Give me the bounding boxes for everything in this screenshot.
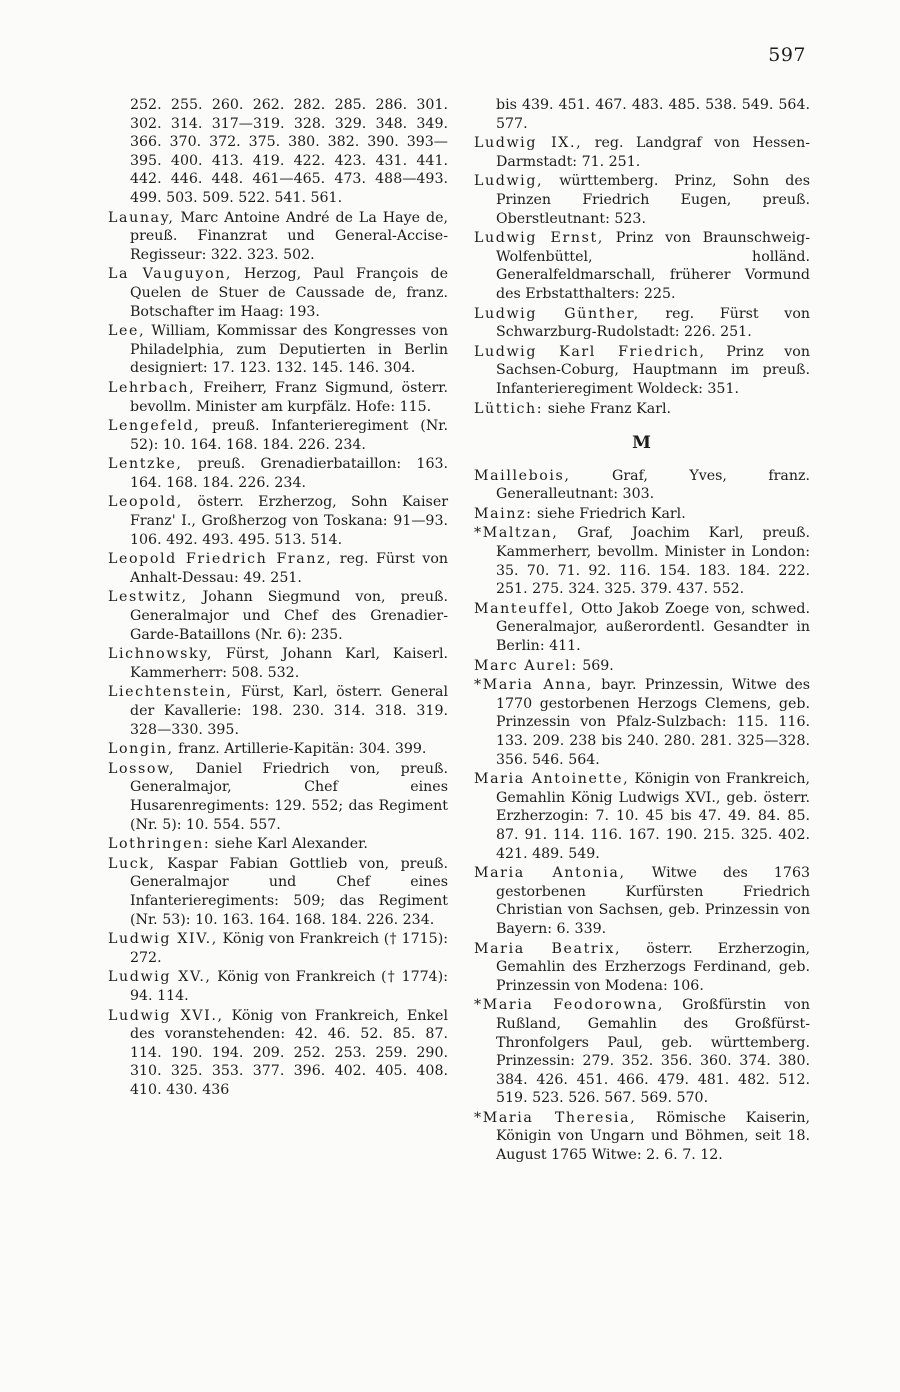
entry-headword: *Maria Anna,: [474, 677, 593, 694]
entry-text: Prinz von Braunschweig-Wolfenbüttel, holländ. Generalfeldmarschall, früherer Vormund des Erbstatthalters: 225.: [496, 230, 811, 302]
entry-headword: Marc Aurel:: [474, 657, 578, 674]
index-entry: [108, 835, 448, 854]
index-entry: [474, 657, 810, 676]
index-entry: [474, 134, 810, 171]
entry-text: österr. Erzherzog, Sohn Kaiser Franz' I., Großherzog von Toskana: 91—93. 106. 492. 493. 495. 513. 514.: [130, 494, 449, 548]
page-number: 597: [768, 44, 806, 66]
index-entry: [474, 600, 810, 656]
index-entry: [474, 229, 810, 303]
entry-text: preuß. Grenadierbataillon: 163. 164. 168. 184. 226. 234.: [130, 456, 449, 491]
index-column-right-bottom: [474, 467, 810, 1165]
entry-headword: Manteuffel,: [474, 600, 575, 617]
entry-headword: Lestwitz,: [108, 589, 188, 606]
entry-text: Witwe des 1763 gestorbenen Kurfürsten Friedrich Christian von Sachsen, geb. Prinzessin von Bayern: 6. 339.: [496, 865, 810, 937]
entry-text: 252. 255. 260. 262. 282. 285. 286. 301. 302. 314. 317—319. 328. 329. 348. 349. 366. 370. 372. 375. 380. 382. 390. 393—395. 400. 413. 419. 422. 423. 431. 441. 442. 446. 448. 461—465. 473. 488—493. 499. 503. 509. 522. 541. 561.: [130, 97, 448, 206]
index-entry: [474, 940, 810, 996]
index-entry: [474, 343, 810, 399]
entry-headword: Ludwig Günther,: [474, 305, 640, 322]
entry-text: Otto Jakob Zoege von, schwed. Generalmajor, außerordentl. Gesandter in Berlin: 411.: [496, 600, 810, 655]
index-entry: [108, 322, 448, 378]
entry-headword: Ludwig IX.,: [474, 135, 583, 152]
entry-headword: Leopold,: [108, 494, 183, 511]
index-entry: [474, 864, 810, 938]
entry-text: reg. Fürst von Schwarzburg-Rudolstadt: 226. 251.: [496, 305, 810, 341]
index-column-right-top: [474, 96, 810, 418]
index-entry: [108, 1007, 448, 1100]
entry-headword: Ludwig XIV.,: [108, 931, 218, 948]
entry-text: siehe Friedrich Karl.: [537, 505, 686, 522]
index-entry: [108, 968, 448, 1005]
index-entry: [474, 770, 810, 863]
entry-headword: *Maria Theresia,: [474, 1109, 637, 1126]
entry-text: siehe Franz Karl.: [547, 400, 672, 417]
entry-headword: Lossow,: [108, 760, 176, 777]
entry-headword: Lee,: [108, 323, 146, 340]
entry-headword: Ludwig XV.,: [108, 969, 212, 986]
index-entry: [108, 265, 448, 321]
index-entry: [108, 96, 448, 208]
index-entry: [474, 400, 810, 419]
entry-text: 569.: [582, 657, 614, 674]
entry-headword: Ludwig Karl Friedrich,: [474, 343, 706, 360]
entry-headword: *Maria Feodorowna,: [474, 997, 665, 1014]
entry-text: Marc Antoine André de La Haye de, preuß. Finanzrat und General-Accise-Regisseur: 322. 323. 502.: [130, 209, 449, 263]
index-entry: [474, 467, 810, 504]
entry-text: König von Frankreich († 1715): 272.: [130, 931, 449, 966]
entry-text: franz. Artillerie-Kapitän: 304. 399.: [178, 741, 427, 758]
index-entry: [474, 96, 810, 133]
entry-headword: Maillebois,: [474, 467, 571, 484]
entry-text: Fürst, Johann Karl, Kaiserl. Kammerherr: 508. 532.: [130, 646, 448, 681]
entry-text: König von Frankreich, Enkel des voranstehenden: 42. 46. 52. 85. 87. 114. 190. 194. 209. 252. 253. 259. 290. 310. 325. 353. 377. 396. 402. 405. 408. 410. 430. 436: [130, 1007, 448, 1098]
index-entry: [474, 305, 810, 342]
entry-headword: Ludwig XVI.,: [108, 1007, 224, 1024]
entry-headword: Lichnowsky,: [108, 646, 213, 663]
index-entry: [108, 855, 448, 929]
entry-text: Fürst, Karl, österr. General der Kavallerie: 198. 230. 314. 318. 319. 328—330. 395.: [130, 684, 448, 738]
entry-text: Großfürstin von Rußland, Gemahlin des Großfürst-Thronfolgers Paul, geb. württemberg. Prinzessin: 279. 352. 356. 360. 374. 380. 384. 426. 451. 466. 479. 481. 482. 512. 519. 523. 526. 567. 569. 570.: [496, 997, 810, 1107]
entry-headword: Ludwig Ernst,: [474, 230, 604, 247]
entry-text: Johann Siegmund von, preuß. Generalmajor und Chef des Grenadier-Garde-Bataillons (Nr. 6): 235.: [130, 589, 448, 643]
entry-text: bis 439. 451. 467. 483. 485. 538. 549. 564. 577.: [496, 97, 810, 132]
entry-headword: Lentzke,: [108, 456, 183, 473]
entry-text: Daniel Friedrich von, preuß. Generalmajor, Chef eines Husarenregiments: 129. 552; das Regiment (Nr. 5): 10. 554. 557.: [130, 760, 448, 833]
index-entry: [474, 505, 810, 524]
entry-text: bayr. Prinzessin, Witwe des 1770 gestorbenen Herzogs Clemens, geb. Prinzessin von Pfalz-Sulzbach: 115. 116. 133. 209. 238 bis 240. 280. 281. 325—328. 356. 546. 564.: [496, 677, 811, 768]
entry-text: Freiherr, Franz Sigmund, österr. bevollm. Minister am kurpfälz. Hofe: 115.: [130, 379, 448, 415]
entry-text: Römische Kaiserin, Königin von Ungarn und Böhmen, seit 18. August 1765 Witwe: 2. 6. 7. 12.: [496, 1109, 810, 1164]
entry-headword: Lehrbach,: [108, 379, 196, 396]
entry-text: reg. Landgraf von Hessen-Darmstadt: 71. 251.: [496, 135, 811, 170]
entry-headword: Liechtenstein,: [108, 684, 233, 701]
entry-headword: Leopold Friedrich Franz,: [108, 551, 333, 568]
entry-headword: Lengefeld,: [108, 418, 201, 435]
entry-headword: La Vauguyon,: [108, 266, 232, 283]
entry-headword: Lüttich:: [474, 400, 544, 417]
index-column-left: [108, 96, 448, 1100]
entry-headword: Maria Antonia,: [474, 865, 626, 882]
entry-text: William, Kommissar des Kongresses von Philadelphia, zum Deputierten in Berlin designiert: 17. 123. 132. 145. 146. 304.: [130, 323, 449, 377]
entry-headword: Ludwig,: [474, 173, 544, 190]
index-column-right: [474, 96, 810, 1166]
entry-headword: Mainz:: [474, 505, 533, 522]
entry-headword: Launay,: [108, 209, 175, 226]
entry-headword: Maria Beatrix,: [474, 940, 622, 957]
index-entry: [474, 1109, 810, 1165]
index-entry: [474, 996, 810, 1108]
entry-text: Graf, Yves, franz. Generalleutnant: 303.: [496, 467, 810, 503]
index-entry: [108, 760, 448, 834]
index-entry: [474, 172, 810, 228]
index-entry: [108, 588, 448, 644]
entry-text: Graf, Joachim Karl, preuß. Kammerherr, bevollm. Minister in London: 35. 70. 71. 92. 116. 154. 183. 184. 222. 251. 275. 324. 325. 379. 437. 552.: [496, 525, 811, 598]
index-entry: [108, 455, 448, 492]
section-letter-heading: M: [632, 433, 652, 454]
entry-headword: Maria Antoinette,: [474, 771, 630, 788]
index-entry: [474, 676, 810, 769]
entry-text: Herzog, Paul François de Quelen de Stuer de Caussade de, franz. Botschafter im Haag: 193.: [130, 266, 448, 320]
entry-text: preuß. Infanterieregiment (Nr. 52): 10. 164. 168. 184. 226. 234.: [130, 418, 448, 453]
index-entry: [108, 683, 448, 739]
index-entry: [108, 930, 448, 967]
entry-text: Königin von Frankreich, Gemahlin König Ludwigs XVI., geb. österr. Erzherzogin: 7. 10. 45 bis 47. 49. 84. 85. 87. 91. 114. 116. 167. 190. 215. 325. 402. 421. 489. 549.: [496, 771, 810, 862]
entry-text: Prinz von Sachsen-Coburg, Hauptmann im preuß. Infanterieregiment Woldeck: 351.: [496, 343, 810, 397]
index-entry: [108, 550, 448, 587]
entry-text: reg. Fürst von Anhalt-Dessau: 49. 251.: [130, 551, 448, 586]
index-entry: [108, 493, 448, 549]
index-entry: [108, 417, 448, 454]
entry-text: Kaspar Fabian Gottlieb von, preuß. Generalmajor und Chef eines Infanterieregiments: 509; das Regiment (Nr. 53): 10. 163. 164. 168. 184. 226. 234.: [130, 855, 448, 928]
entry-text: König von Frankreich († 1774): 94. 114.: [130, 969, 448, 1004]
entry-text: siehe Karl Alexander.: [214, 836, 368, 853]
index-entry: [108, 209, 448, 265]
entry-headword: Lothringen:: [108, 836, 211, 853]
index-entry: [108, 740, 448, 759]
index-entry: [108, 645, 448, 682]
index-entry: [474, 524, 810, 598]
entry-headword: Longin,: [108, 741, 174, 758]
index-entry: [108, 379, 448, 416]
entry-text: württemberg. Prinz, Sohn des Prinzen Friedrich Eugen, preuß. Oberstleutnant: 523.: [496, 173, 810, 227]
entry-text: österr. Erzherzogin, Gemahlin des Erzherzogs Ferdinand, geb. Prinzessin von Modena: 106.: [496, 940, 810, 994]
entry-headword: *Maltzan,: [474, 525, 559, 542]
entry-headword: Luck,: [108, 855, 156, 872]
